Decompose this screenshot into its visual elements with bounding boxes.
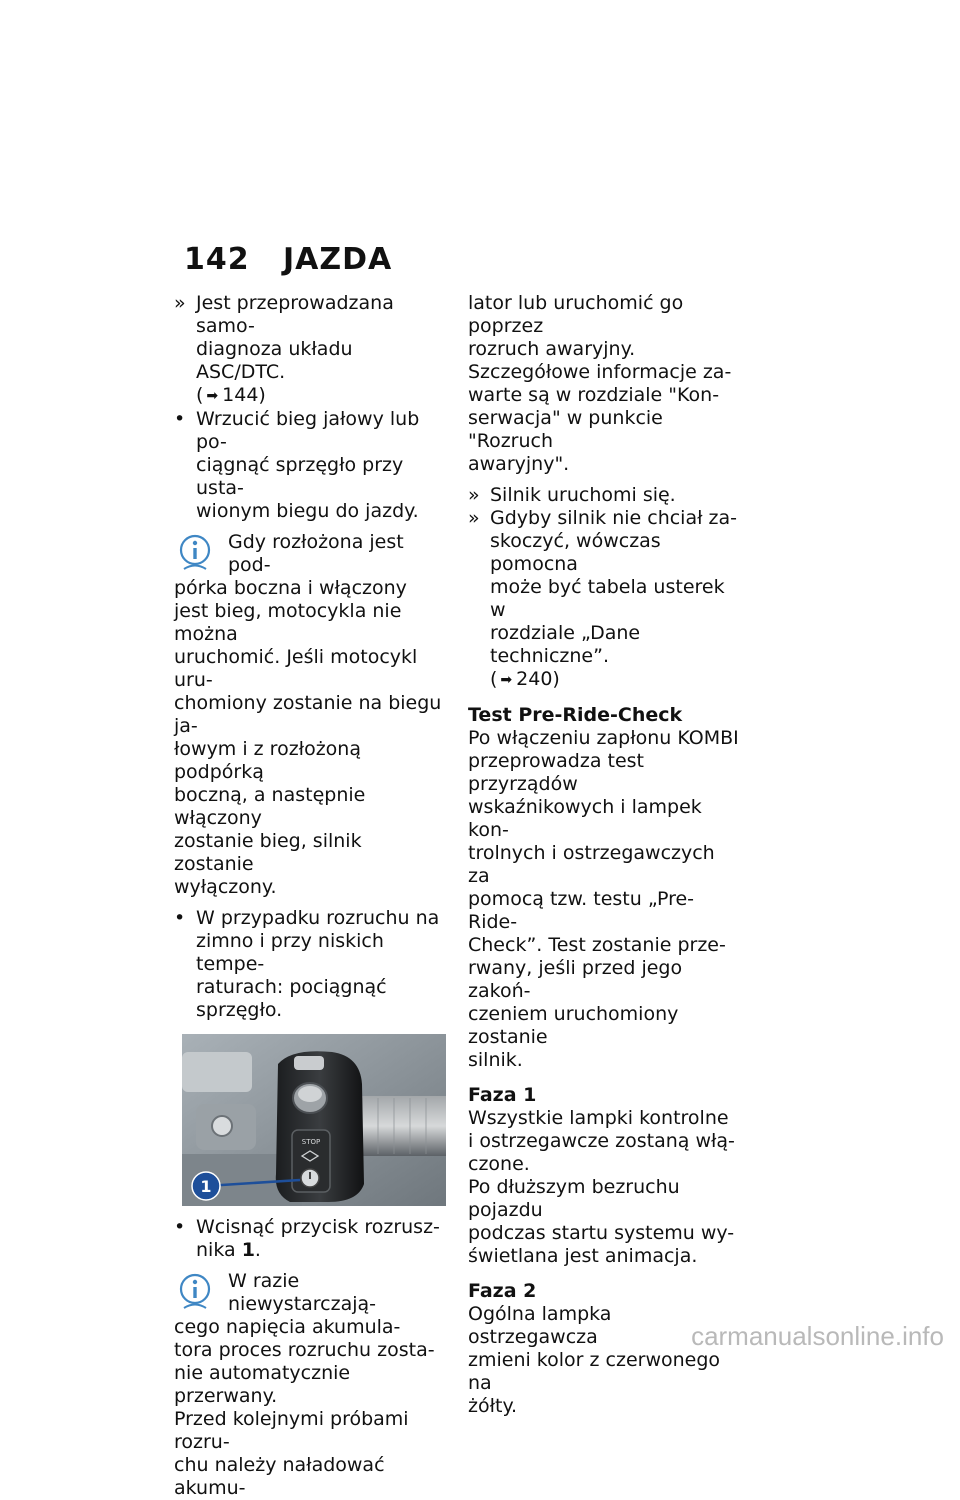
text-line: łowym i z rozłożoną podpórką bbox=[174, 738, 361, 783]
text-line: boczną, a następnie włączony bbox=[174, 784, 366, 829]
handlebar-switch-figure bbox=[182, 1034, 446, 1206]
text-line: ciągnąć sprzęgło przy usta- bbox=[196, 454, 404, 499]
text-line: Po włączeniu zapłonu KOMBI bbox=[468, 727, 739, 749]
text-line: Przed kolejnymi próbami rozru- bbox=[174, 1408, 409, 1453]
page-reference[interactable]: ( ➡ 240) bbox=[490, 668, 560, 690]
text-line: uruchomić. Jeśli motocykl uru- bbox=[174, 646, 418, 691]
text-line: przeprowadza test przyrządów bbox=[468, 750, 645, 795]
result-item-selfdiagnosis bbox=[174, 292, 446, 408]
bullet-marker: • bbox=[174, 1216, 186, 1238]
text-line: zostanie bieg, silnik zostanie bbox=[174, 830, 362, 875]
left-column bbox=[174, 292, 446, 1500]
text-line: pórka boczna i włączony bbox=[174, 577, 407, 599]
text-line: Check”. Test zostanie prze- bbox=[468, 934, 726, 956]
text-line: silnik. bbox=[468, 1049, 523, 1071]
text-line: czeniem uruchomiony zostanie bbox=[468, 1003, 679, 1048]
text-line: Szczegółowe informacje za- bbox=[468, 361, 732, 383]
text-line: wionym biegu do jazdy. bbox=[196, 500, 419, 522]
text-line: wskaźnikowych i lampek kon- bbox=[468, 796, 702, 841]
text-line: Jest przeprowadzana samo- bbox=[196, 292, 394, 337]
result-marker: » bbox=[468, 507, 480, 529]
arrow-right-icon: ➡ bbox=[500, 672, 513, 688]
text-line: lator lub uruchomić go poprzez bbox=[468, 292, 684, 337]
text-line: Gdyby silnik nie chciał za- bbox=[490, 507, 738, 529]
text-line: pomocą tzw. testu „Pre-Ride- bbox=[468, 888, 695, 933]
text-line: raturach: pociągnąć sprzęgło. bbox=[196, 976, 387, 1021]
text-line: awaryjny". bbox=[468, 453, 570, 475]
text-line: może być tabela usterek w bbox=[490, 576, 725, 621]
handlebar-illustration bbox=[182, 1034, 446, 1206]
info-reference-text bbox=[468, 361, 740, 476]
text-line: W przypadku rozruchu na bbox=[196, 907, 440, 929]
text-line: Wrzucić bieg jałowy lub po- bbox=[196, 408, 420, 453]
text-line: wyłączony. bbox=[174, 876, 277, 898]
section-body bbox=[468, 727, 740, 1072]
info-note-battery bbox=[174, 1270, 446, 1500]
text-line: warte są w rozdziale "Kon- bbox=[468, 384, 720, 406]
text-line: skoczyć, wówczas pomocna bbox=[490, 530, 661, 575]
text-line: trolnych i ostrzegawczych za bbox=[468, 842, 715, 887]
text-line: żółty. bbox=[468, 1395, 518, 1417]
bullet-marker: • bbox=[174, 408, 186, 430]
text-line: chu należy naładować akumu- bbox=[174, 1454, 385, 1499]
text-line: rozruch awaryjny. bbox=[468, 338, 636, 360]
bullet-item-neutral bbox=[174, 408, 446, 523]
bullet-item-starter bbox=[174, 1216, 446, 1262]
text-line: jest bieg, motocykla nie można bbox=[174, 600, 402, 645]
text-line: tora proces rozruchu zosta- bbox=[174, 1339, 435, 1361]
bullet-item-cold-start bbox=[174, 907, 446, 1022]
arrow-right-icon: ➡ bbox=[206, 388, 219, 404]
stop-label: STOP bbox=[301, 1138, 321, 1146]
continued-text bbox=[468, 292, 740, 361]
result-marker: » bbox=[174, 292, 186, 314]
phase1-extra bbox=[468, 1176, 740, 1268]
bullet-marker: • bbox=[174, 907, 186, 929]
watermark: carmanualsonline.info bbox=[691, 1321, 944, 1351]
result-item-engine-fails bbox=[468, 507, 740, 692]
text-line: zimno i przy niskich tempe- bbox=[196, 930, 384, 975]
text-line: Wszystkie lampki kontrolne bbox=[468, 1107, 729, 1129]
text-line: cego napięcia akumula- bbox=[174, 1316, 401, 1338]
result-marker: » bbox=[468, 484, 480, 506]
text-line: rozdziale „Dane techniczne”. bbox=[490, 622, 641, 667]
text-line: Ogólna lampka ostrzegawcza bbox=[468, 1303, 612, 1348]
text-line: Wcisnąć przycisk rozrusz- bbox=[196, 1216, 440, 1238]
text-line: rwany, jeśli przed jego zakoń- bbox=[468, 957, 683, 1002]
text-line: Gdy rozłożona jest pod- bbox=[228, 531, 404, 576]
phase1-heading: Faza 1 bbox=[468, 1084, 537, 1106]
page-reference[interactable]: ( ➡ 144) bbox=[196, 384, 266, 406]
text-line: nika 1. bbox=[196, 1239, 261, 1261]
text-line: serwacja" w punkcie "Rozruch bbox=[468, 407, 663, 452]
text-line: podczas startu systemu wy- bbox=[468, 1222, 735, 1244]
text-line: czone. bbox=[468, 1153, 530, 1175]
text-line: świetlana jest animacja. bbox=[468, 1245, 698, 1267]
right-column bbox=[468, 292, 740, 1418]
section-heading: Test Pre-Ride-Check bbox=[468, 704, 683, 726]
text-line: Po dłuższym bezruchu pojazdu bbox=[468, 1176, 680, 1221]
phase2-heading: Faza 2 bbox=[468, 1280, 537, 1302]
page-number: 142 bbox=[184, 242, 250, 277]
info-note-sidestand bbox=[174, 531, 446, 899]
text-line: chomiony zostanie na biegu ja- bbox=[174, 692, 442, 737]
text-line: nie automatycznie przerwany. bbox=[174, 1362, 351, 1407]
result-item-engine-starts bbox=[468, 484, 740, 507]
text-line: W razie niewystarczają- bbox=[228, 1270, 377, 1315]
page-title: JAZDA bbox=[283, 242, 393, 277]
text-line: diagnoza układu ASC/DTC. bbox=[196, 338, 353, 383]
text-line: i ostrzegawcze zostaną włą- bbox=[468, 1130, 735, 1152]
text-line: Silnik uruchomi się. bbox=[490, 484, 676, 506]
info-icon bbox=[178, 1272, 212, 1312]
text-line: zmieni kolor z czerwonego na bbox=[468, 1349, 721, 1394]
phase1-body bbox=[468, 1107, 740, 1176]
callout-number: 1 bbox=[200, 1177, 212, 1196]
info-icon bbox=[178, 533, 212, 573]
